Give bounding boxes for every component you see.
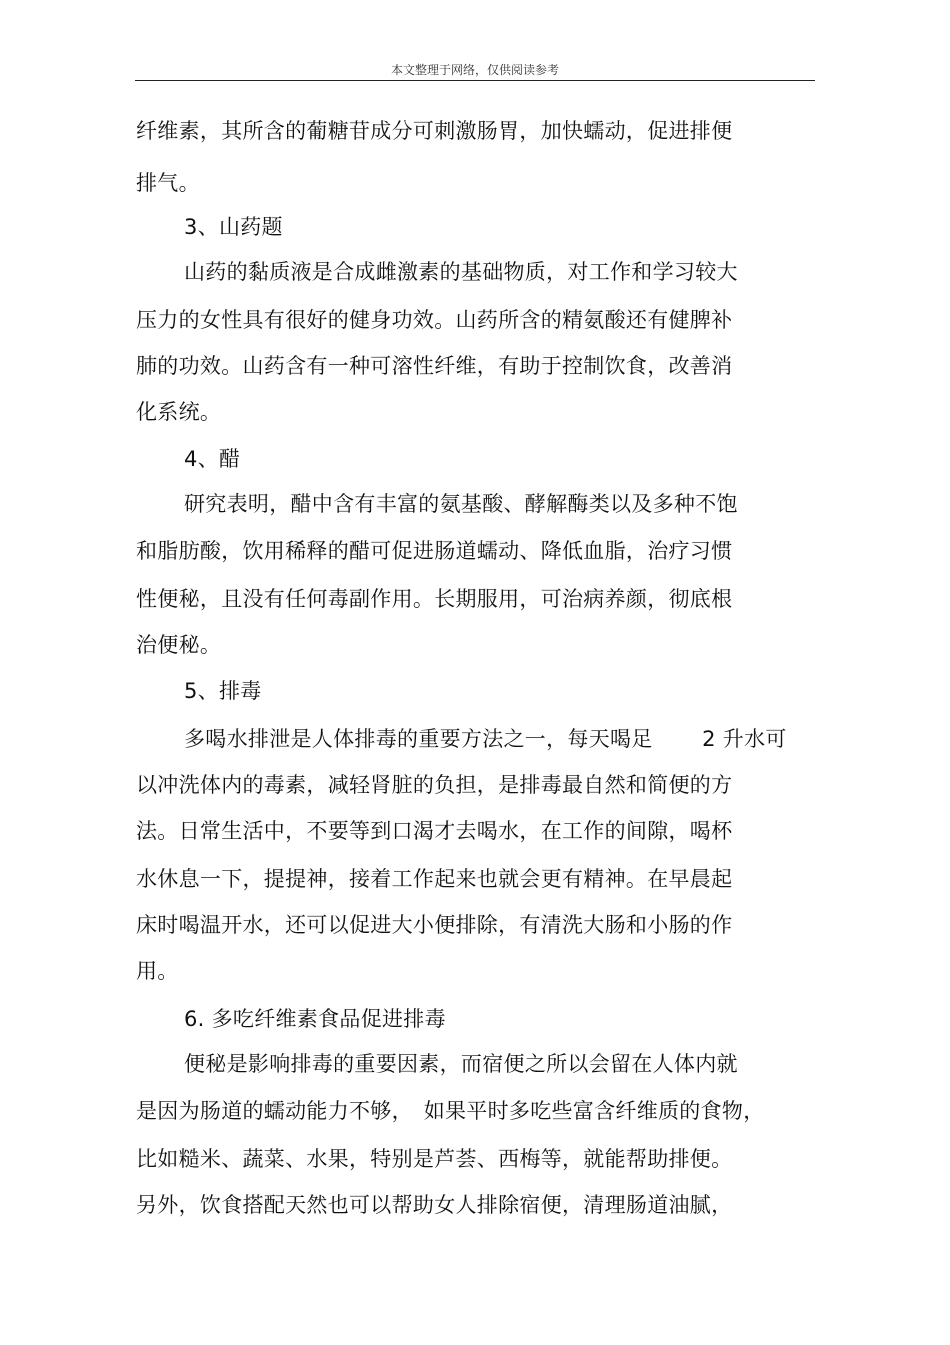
body-line: 以冲洗体内的毒素，减轻肾脏的负担，是排毒最自然和简便的方 [136,773,733,797]
body-line: 床时喝温开水，还可以促进大小便排除，有清洗大肠和小肠的作 [136,913,733,937]
section-heading: 6. 多吃纤维素食品促进排毒 [184,1007,446,1031]
body-line: 研究表明，醋中含有丰富的氨基酸、酵解酶类以及多种不饱 [184,492,738,516]
page-header-note: 本文整理于网络，仅供阅读参考 [390,63,559,77]
body-line: 便秘是影响排毒的重要因素，而宿便之所以会留在人体内就 [184,1052,738,1076]
body-line: 纤维素，其所含的葡糖苷成分可刺激肠胃，加快蠕动，促进排便 [136,119,733,143]
body-line: 压力的女性具有很好的健身功效。山药所含的精氨酸还有健脾补 [136,308,733,332]
body-line: 另外，饮食搭配天然也可以帮助女人排除宿便，清理肠道油腻， [136,1193,733,1217]
body-line: 和脂肪酸，饮用稀释的醋可促进肠道蠕动、降低血脂，治疗习惯 [136,539,733,563]
section-heading: 3、山药题 [184,215,283,239]
section-heading: 5、排毒 [184,679,262,703]
body-line: 用。 [136,959,179,983]
body-line: 治便秘。 [136,633,222,657]
body-line: 法。日常生活中，不要等到口渴才去喝水，在工作的间隙，喝杯 [136,819,733,843]
body-line: 山药的黏质液是合成雌激素的基础物质，对工作和学习较大 [184,260,738,284]
body-line: 性便秘，且没有任何毒副作用。长期服用，可治病养颜，彻底根 [136,587,733,611]
section-heading: 4、醋 [184,447,241,471]
body-line: 多喝水排泄是人体排毒的重要方法之一，每天喝足 2 升水可 [184,727,787,751]
header-divider [135,80,815,81]
body-line: 水休息一下，提提神，接着工作起来也就会更有精神。在早晨起 [136,867,733,891]
body-line: 肺的功效。山药含有一种可溶性纤维，有助于控制饮食，改善消 [136,354,733,378]
body-line: 是因为肠道的蠕动能力不够， 如果平时多吃些富含纤维质的食物， [136,1099,765,1123]
body-line: 化系统。 [136,400,222,424]
body-line: 排气。 [136,171,200,195]
body-line: 比如糙米、蔬菜、水果，特别是芦荟、西梅等，就能帮助排便。 [136,1147,733,1171]
